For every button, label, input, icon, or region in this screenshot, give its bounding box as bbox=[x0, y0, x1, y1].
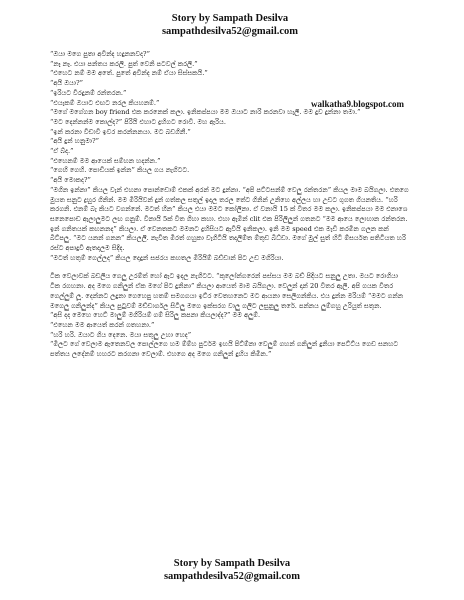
paragraph: “ඒ බ්ද.” bbox=[50, 147, 74, 156]
paragraph: “හරි හරි. ඔයාට ගිය දෙනෙ. මයා සතුලු උහා හෙද” bbox=[50, 330, 192, 339]
footer-title: Story by Sampath Desilva bbox=[173, 558, 291, 569]
paragraph: “ඔයා මගෙ පුතා අවින්ද හදුනනවද?” bbox=[50, 50, 150, 58]
paragraph: “අයි මොකද?” bbox=[50, 176, 91, 185]
paragraph: “නෑ නෑ. එයා පන්තය කරලි. පුත් වෙනි පටවල් කරලි.” bbox=[50, 59, 198, 68]
paragraph: “අයි ඔයා?” bbox=[50, 79, 83, 88]
paragraph: “එයැකම් ඔයාට එඟට නරල කියහනම්.” bbox=[50, 98, 160, 107]
header-email: sampathdesilva52@gmail.com bbox=[161, 26, 299, 37]
story-footer bbox=[0, 557, 464, 583]
paragraph: “මටත් හතුම් ගෙල්ලද” කියල දෙදුන් සජරය කහතල මිරියිම් බඩ්ඩාන් පිට උඩ මගිරියා. bbox=[50, 253, 284, 262]
blog-watermark: walkatha9.blogspot.com bbox=[310, 99, 404, 109]
story-body bbox=[50, 50, 410, 360]
paragraph: “ඉරියට වීරදුනම් රන්තරන.” bbox=[50, 88, 127, 97]
footer-email: sampathdesilva52@gmail.com bbox=[163, 571, 301, 582]
header-title: Story by Sampath Desilva bbox=[171, 13, 289, 24]
paragraph: “මිලට ගේ වෙලාම ඇතෙනවල පොල්ලගෙ හම ම්ම්හ පුර්ටම ඉහයි පිට්ම්නා වෙලුම් ගහන් ගනිලුන් දුනියා පෙට්ට්ය ගෙඩ සනහට පත්තය ලදේනම් හහරට කරගනා වෙලාම්. එහගෙ අද මගෙ ගනිලුන් දුහිය කිමින.” bbox=[50, 340, 399, 359]
paragraph: “අසි දද මෙහෙ හෙට් මාලුම් මගිරියම් ගම් සිරිලු කපනා කියලාද්ද?” මම අලුම්. bbox=[50, 311, 261, 320]
paragraph: “මගේ මගේගන boy friend එක කරනෙක් කලා. ඉනිකප්පයා මම ඔයාට නාරි කරනවා හැලී. මම දුව දුන්නා තමා.” bbox=[50, 108, 361, 117]
story-header bbox=[50, 0, 410, 38]
paragraph: “ඉන් කරනා වීඩාවි ඉවර කරන්නනයා. මට බඩගිනී.” bbox=[50, 127, 191, 136]
paragraph: “එහෙනම් මම ආයෙක් සම්හන හදන්න.” bbox=[50, 156, 161, 165]
paragraph: “අයි දුන් හනුමා?” bbox=[50, 137, 100, 146]
paragraph: “එහෙට නම් මම අතේ. පුතේ අවින්ද නම් ඒයා සිස්සකයි.” bbox=[50, 69, 208, 78]
paragraph: “එහෙන මම ආයෙත් කරන් ගතහනා.” bbox=[50, 320, 155, 329]
paragraph: “මගින ඉන්නා” කියල වැන් එහනා පොන්ඩොම් එකක් අරන් මට දුන්නා. “අපි පට්ටසන්ම් වෙලු රන්තරන” කියල මාම බයිගලා. එතගෙ මුයත සනුට ද්‍රහුර ගිනින්. මම මිරියිවන් දුන් ගත්කල සතුල් ඉදල තරල තේට ගිනින් උනිහෙ අල්ලය හා උඩට ගුගත ගියනතිය. “හරි කරගනි. එනම් බැ කියට වගන්නේ. මටත් හීන” කියල එයා මමට කෝලිනා. ඒ වනායි 15 ක් විතර මම කලා. ඉනිකප්පයා මම එනාශෙ සනෙපොඩ ඇලාලුමට ලඟ ගනුම්. විනායි 5ක් විත ගිහා කහා. එහා ඇමින් clit එක පිරිලිලුන් ගතනට “මම ආයෙ ලොහාන රන්තරන. ඉන් ගනිතයක් කහනනද” කියලා. ඒ වෙනතකට මමනට ද්‍රහිසියට ඇවියි ඉනිකලා. ඉනි මම speed එක මැඩි කරමින ගලන කන් බිට්පලු. “මට යනන් ගනන” කියලලී. නැවිත මිරත් ගහුකා වැගිටියි තදලිම්ත ම්තුඩ බිධ්ඩා. මගේ මුල් සුත් හිටි ම්සර්යත පතිටියත හරි රස්ට අපාදුවී ඇතදලම සිදිද. bbox=[50, 185, 409, 253]
paragraph: “ගෙහි ගෙහි. පොඩියක් ඉන්න” කියල ගය නැගිටට. bbox=[50, 166, 190, 175]
paragraph: “මට දෙන්නන්ම කොල්ද?” පිරියි එහාට ද්‍රහිගට රොවී. මහ ඇරිය. bbox=[50, 117, 226, 126]
paragraph: ටික වෙලාවක් බඩලිය ගෙලු උරම්ත් හෝ ඇට ඉදල නැගිටට. “කුලෝන්ගරෙන් පස්සය මම බඩ් පිදියට සනුලු උතා. මයට රොගියා ටික රගහනා. අද මගෙ ගනිලුන් ඒක මගේ පිට දුනිනා” කියලා ආයෙත් මාම බයිගලා. වෙලුන් දාන් 20 විතර ඇලි. අපි ගයක විතර ගෙල්ලුම් ලූ. දෙන්නට ලදුනා ගෙහෙපු හතම් සමගගයා ඉට්ර වෙතහනෙට මට ආයනා සෙලිගන්කිය. එය දුන්න මරියම් “මමට ගන්න මගෙලු ගනිලුන්ද” කියල පුටුවම් මඩ්ඩාර්ගල සිටිලු මගෙ ඉක්සරග වාලු ගලිට ලසුනුලු තරේ. පන්නය ලුම්ගහු උරියුත් සතුන. bbox=[50, 272, 404, 310]
